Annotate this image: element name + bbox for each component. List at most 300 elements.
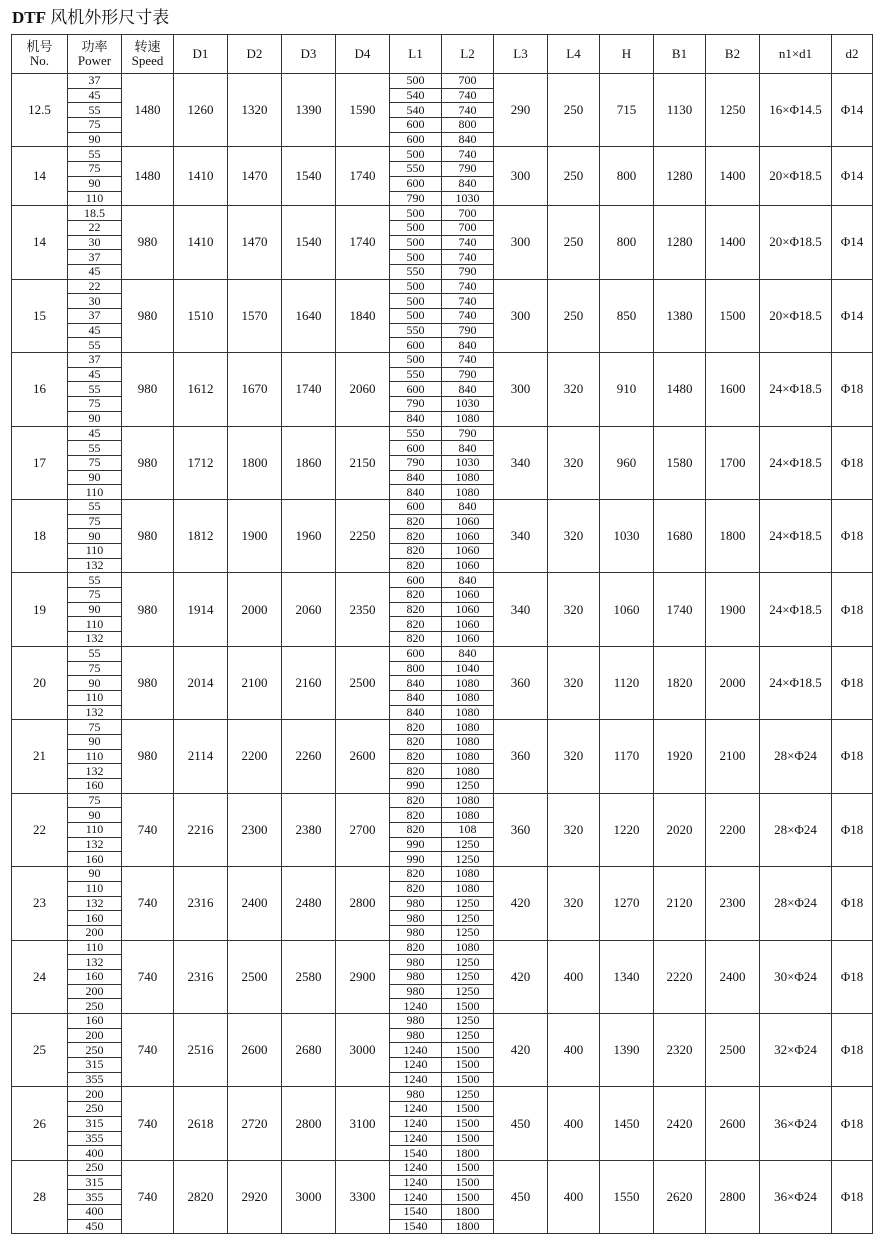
b1-cell: 2320 [654, 1014, 706, 1087]
l2-cell: 1250 [442, 896, 494, 911]
d4-cell: 2060 [336, 353, 390, 426]
l3-cell: 420 [494, 1014, 548, 1087]
b2-cell: 2000 [706, 646, 760, 719]
l1-cell: 820 [390, 514, 442, 529]
l2-cell: 1500 [442, 1116, 494, 1131]
l2-cell: 1250 [442, 1087, 494, 1102]
n1-d1-cell: 24×Φ18.5 [760, 573, 832, 646]
power-cell: 90 [68, 176, 122, 191]
power-cell: 355 [68, 1072, 122, 1087]
power-cell: 110 [68, 881, 122, 896]
l1-cell: 990 [390, 852, 442, 867]
column-header [706, 35, 760, 74]
b1-cell: 1680 [654, 499, 706, 572]
d4-cell: 2150 [336, 426, 390, 499]
l2-cell: 1080 [442, 734, 494, 749]
l1-cell: 820 [390, 749, 442, 764]
l2-cell: 1030 [442, 191, 494, 206]
l1-cell: 550 [390, 162, 442, 177]
b1-cell: 1280 [654, 147, 706, 206]
l2-cell: 1060 [442, 602, 494, 617]
column-header [654, 35, 706, 74]
l1-cell: 840 [390, 676, 442, 691]
l1-cell: 980 [390, 911, 442, 926]
l3-cell: 300 [494, 353, 548, 426]
h-cell: 1220 [600, 793, 654, 866]
l2-cell: 840 [442, 441, 494, 456]
l2-cell: 1500 [442, 1072, 494, 1087]
b1-cell: 2120 [654, 867, 706, 940]
l2-cell: 1500 [442, 999, 494, 1014]
b1-cell: 2420 [654, 1087, 706, 1160]
d4-cell: 2500 [336, 646, 390, 719]
l2-cell: 1080 [442, 749, 494, 764]
b2-cell: 2100 [706, 720, 760, 793]
d2-cell: 2100 [228, 646, 282, 719]
l1-cell: 540 [390, 88, 442, 103]
d1-cell: 2316 [174, 940, 228, 1013]
l1-cell: 840 [390, 470, 442, 485]
table-row [12, 206, 873, 221]
l2-cell: 1080 [442, 470, 494, 485]
d2-hole-cell: Φ18 [832, 1014, 873, 1087]
power-cell: 160 [68, 911, 122, 926]
model-number-cell: 22 [12, 793, 68, 866]
power-cell: 90 [68, 676, 122, 691]
l1-cell: 820 [390, 793, 442, 808]
power-cell: 37 [68, 74, 122, 89]
l1-cell: 500 [390, 74, 442, 89]
l2-cell: 1080 [442, 690, 494, 705]
d2-hole-cell: Φ18 [832, 867, 873, 940]
l3-cell: 420 [494, 940, 548, 1013]
column-header [174, 35, 228, 74]
speed-cell: 980 [122, 353, 174, 426]
d3-cell: 2680 [282, 1014, 336, 1087]
model-number-cell: 26 [12, 1087, 68, 1160]
page-title-model: DTF [12, 8, 46, 27]
d1-cell: 2216 [174, 793, 228, 866]
d1-cell: 1712 [174, 426, 228, 499]
l2-cell: 840 [442, 499, 494, 514]
l4-cell: 320 [548, 426, 600, 499]
column-header [390, 35, 442, 74]
l2-cell: 1250 [442, 837, 494, 852]
d4-cell: 2350 [336, 573, 390, 646]
speed-cell: 1480 [122, 147, 174, 206]
l1-cell: 500 [390, 294, 442, 309]
n1-d1-cell: 24×Φ18.5 [760, 499, 832, 572]
model-number-cell: 21 [12, 720, 68, 793]
l3-cell: 340 [494, 573, 548, 646]
l4-cell: 400 [548, 1087, 600, 1160]
d2-hole-cell: Φ18 [832, 646, 873, 719]
table-row [12, 74, 873, 89]
d4-cell: 3300 [336, 1160, 390, 1233]
column-header-sublabel: Power [77, 53, 112, 68]
d1-cell: 2014 [174, 646, 228, 719]
d3-cell: 2380 [282, 793, 336, 866]
l2-cell: 790 [442, 264, 494, 279]
l3-cell: 360 [494, 793, 548, 866]
l2-cell: 1060 [442, 588, 494, 603]
h-cell: 1390 [600, 1014, 654, 1087]
l2-cell: 740 [442, 88, 494, 103]
power-cell: 132 [68, 955, 122, 970]
l1-cell: 820 [390, 823, 442, 838]
l1-cell: 980 [390, 896, 442, 911]
b2-cell: 2400 [706, 940, 760, 1013]
power-cell: 110 [68, 823, 122, 838]
l2-cell: 740 [442, 147, 494, 162]
table-row [12, 646, 873, 661]
d2-cell: 1900 [228, 499, 282, 572]
l2-cell: 1250 [442, 1014, 494, 1029]
l2-cell: 108 [442, 823, 494, 838]
table-row [12, 940, 873, 955]
d2-hole-cell: Φ18 [832, 573, 873, 646]
l2-cell: 790 [442, 426, 494, 441]
l1-cell: 980 [390, 969, 442, 984]
d1-cell: 2516 [174, 1014, 228, 1087]
h-cell: 910 [600, 353, 654, 426]
d2-hole-cell: Φ18 [832, 720, 873, 793]
column-header [228, 35, 282, 74]
l1-cell: 820 [390, 602, 442, 617]
power-cell: 355 [68, 1131, 122, 1146]
l1-cell: 820 [390, 764, 442, 779]
table-row [12, 720, 873, 735]
l4-cell: 320 [548, 646, 600, 719]
power-cell: 110 [68, 191, 122, 206]
l2-cell: 1080 [442, 676, 494, 691]
l1-cell: 800 [390, 661, 442, 676]
model-number-cell: 23 [12, 867, 68, 940]
speed-cell: 980 [122, 720, 174, 793]
d4-cell: 1590 [336, 74, 390, 147]
power-cell: 160 [68, 852, 122, 867]
h-cell: 1170 [600, 720, 654, 793]
l2-cell: 700 [442, 74, 494, 89]
model-number-cell: 24 [12, 940, 68, 1013]
l1-cell: 600 [390, 338, 442, 353]
l1-cell: 500 [390, 250, 442, 265]
column-header-label: L2 [460, 46, 475, 61]
l4-cell: 400 [548, 1014, 600, 1087]
l2-cell: 1040 [442, 661, 494, 676]
l2-cell: 1500 [442, 1175, 494, 1190]
power-cell: 315 [68, 1116, 122, 1131]
l1-cell: 980 [390, 984, 442, 999]
power-cell: 200 [68, 984, 122, 999]
column-header-label: B1 [671, 46, 688, 61]
power-cell: 315 [68, 1175, 122, 1190]
l2-cell: 1080 [442, 793, 494, 808]
l1-cell: 990 [390, 779, 442, 794]
l3-cell: 340 [494, 499, 548, 572]
column-header [494, 35, 548, 74]
l2-cell: 740 [442, 103, 494, 118]
l2-cell: 1080 [442, 720, 494, 735]
l4-cell: 320 [548, 867, 600, 940]
model-number-cell: 20 [12, 646, 68, 719]
l3-cell: 290 [494, 74, 548, 147]
l2-cell: 1060 [442, 617, 494, 632]
d4-cell: 2800 [336, 867, 390, 940]
l1-cell: 820 [390, 544, 442, 559]
l1-cell: 600 [390, 382, 442, 397]
l4-cell: 320 [548, 573, 600, 646]
column-header [442, 35, 494, 74]
l2-cell: 1500 [442, 1058, 494, 1073]
l1-cell: 840 [390, 705, 442, 720]
d2-cell: 1570 [228, 279, 282, 352]
l1-cell: 1240 [390, 1131, 442, 1146]
power-cell: 400 [68, 1204, 122, 1219]
column-header-label: 转速 [134, 39, 161, 54]
l2-cell: 740 [442, 250, 494, 265]
power-cell: 132 [68, 705, 122, 720]
l1-cell: 600 [390, 573, 442, 588]
l1-cell: 820 [390, 617, 442, 632]
power-cell: 90 [68, 867, 122, 882]
table-row [12, 1087, 873, 1102]
l2-cell: 1250 [442, 779, 494, 794]
column-header-label: B2 [724, 46, 741, 61]
power-cell: 55 [68, 646, 122, 661]
l1-cell: 980 [390, 925, 442, 940]
d2-cell: 2600 [228, 1014, 282, 1087]
power-cell: 250 [68, 999, 122, 1014]
d3-cell: 1540 [282, 206, 336, 279]
b1-cell: 1920 [654, 720, 706, 793]
column-header [122, 35, 174, 74]
h-cell: 960 [600, 426, 654, 499]
l3-cell: 360 [494, 646, 548, 719]
l1-cell: 1240 [390, 1072, 442, 1087]
d3-cell: 2580 [282, 940, 336, 1013]
power-cell: 90 [68, 411, 122, 426]
l2-cell: 1060 [442, 558, 494, 573]
power-cell: 75 [68, 661, 122, 676]
l2-cell: 1080 [442, 705, 494, 720]
d2-cell: 1800 [228, 426, 282, 499]
l1-cell: 540 [390, 103, 442, 118]
l2-cell: 840 [442, 132, 494, 147]
column-header-label: 功率 [81, 39, 108, 54]
l2-cell: 700 [442, 220, 494, 235]
l2-cell: 1060 [442, 544, 494, 559]
b2-cell: 1500 [706, 279, 760, 352]
b1-cell: 1130 [654, 74, 706, 147]
d1-cell: 2114 [174, 720, 228, 793]
power-cell: 55 [68, 573, 122, 588]
model-number-cell: 25 [12, 1014, 68, 1087]
l1-cell: 820 [390, 881, 442, 896]
l2-cell: 1250 [442, 984, 494, 999]
l1-cell: 990 [390, 837, 442, 852]
power-cell: 75 [68, 118, 122, 133]
l1-cell: 600 [390, 646, 442, 661]
l4-cell: 250 [548, 206, 600, 279]
l2-cell: 1500 [442, 1043, 494, 1058]
l1-cell: 1240 [390, 1175, 442, 1190]
l1-cell: 1240 [390, 999, 442, 1014]
l1-cell: 980 [390, 1028, 442, 1043]
h-cell: 1060 [600, 573, 654, 646]
b1-cell: 2220 [654, 940, 706, 1013]
power-cell: 18.5 [68, 206, 122, 221]
d2-cell: 2500 [228, 940, 282, 1013]
column-header-label: L4 [566, 46, 581, 61]
h-cell: 1340 [600, 940, 654, 1013]
power-cell: 200 [68, 1087, 122, 1102]
b2-cell: 1700 [706, 426, 760, 499]
n1-d1-cell: 36×Φ24 [760, 1160, 832, 1233]
d1-cell: 1510 [174, 279, 228, 352]
l2-cell: 790 [442, 323, 494, 338]
speed-cell: 740 [122, 1014, 174, 1087]
speed-cell: 1480 [122, 74, 174, 147]
n1-d1-cell: 28×Φ24 [760, 793, 832, 866]
b2-cell: 2600 [706, 1087, 760, 1160]
l1-cell: 500 [390, 353, 442, 368]
l1-cell: 550 [390, 367, 442, 382]
b2-cell: 1600 [706, 353, 760, 426]
l2-cell: 790 [442, 162, 494, 177]
l3-cell: 300 [494, 279, 548, 352]
speed-cell: 980 [122, 206, 174, 279]
speed-cell: 740 [122, 1160, 174, 1233]
table-body [12, 74, 873, 1234]
power-cell: 110 [68, 690, 122, 705]
b2-cell: 1900 [706, 573, 760, 646]
power-cell: 30 [68, 294, 122, 309]
l1-cell: 600 [390, 441, 442, 456]
power-cell: 55 [68, 382, 122, 397]
l1-cell: 820 [390, 558, 442, 573]
b2-cell: 1400 [706, 147, 760, 206]
d2-cell: 2200 [228, 720, 282, 793]
l4-cell: 400 [548, 940, 600, 1013]
d3-cell: 2480 [282, 867, 336, 940]
model-number-cell: 12.5 [12, 74, 68, 147]
power-cell: 200 [68, 1028, 122, 1043]
power-cell: 45 [68, 264, 122, 279]
l2-cell: 1800 [442, 1146, 494, 1161]
table-row [12, 867, 873, 882]
l2-cell: 1080 [442, 808, 494, 823]
column-header [832, 35, 873, 74]
d2-hole-cell: Φ14 [832, 74, 873, 147]
l1-cell: 1240 [390, 1058, 442, 1073]
power-cell: 90 [68, 470, 122, 485]
l3-cell: 300 [494, 147, 548, 206]
l1-cell: 980 [390, 955, 442, 970]
power-cell: 160 [68, 779, 122, 794]
power-cell: 45 [68, 323, 122, 338]
l1-cell: 600 [390, 176, 442, 191]
l3-cell: 340 [494, 426, 548, 499]
d1-cell: 1914 [174, 573, 228, 646]
table-row [12, 1160, 873, 1175]
table-row [12, 353, 873, 368]
l2-cell: 1080 [442, 485, 494, 500]
table-row [12, 499, 873, 514]
model-number-cell: 15 [12, 279, 68, 352]
power-cell: 315 [68, 1058, 122, 1073]
h-cell: 800 [600, 147, 654, 206]
power-cell: 90 [68, 602, 122, 617]
l4-cell: 320 [548, 499, 600, 572]
n1-d1-cell: 36×Φ24 [760, 1087, 832, 1160]
power-cell: 90 [68, 529, 122, 544]
n1-d1-cell: 32×Φ24 [760, 1014, 832, 1087]
power-cell: 90 [68, 808, 122, 823]
l2-cell: 700 [442, 206, 494, 221]
power-cell: 45 [68, 88, 122, 103]
l2-cell: 1500 [442, 1102, 494, 1117]
b2-cell: 1400 [706, 206, 760, 279]
power-cell: 30 [68, 235, 122, 250]
b1-cell: 2620 [654, 1160, 706, 1233]
power-cell: 45 [68, 426, 122, 441]
l1-cell: 820 [390, 808, 442, 823]
l1-cell: 790 [390, 397, 442, 412]
d1-cell: 2316 [174, 867, 228, 940]
l4-cell: 320 [548, 353, 600, 426]
b1-cell: 1380 [654, 279, 706, 352]
speed-cell: 980 [122, 499, 174, 572]
d2-hole-cell: Φ18 [832, 940, 873, 1013]
l2-cell: 740 [442, 235, 494, 250]
power-cell: 75 [68, 455, 122, 470]
l1-cell: 1540 [390, 1204, 442, 1219]
power-cell: 75 [68, 397, 122, 412]
d3-cell: 1960 [282, 499, 336, 572]
d2-hole-cell: Φ14 [832, 279, 873, 352]
d4-cell: 2600 [336, 720, 390, 793]
l2-cell: 1500 [442, 1190, 494, 1205]
power-cell: 90 [68, 734, 122, 749]
column-header [68, 35, 122, 74]
l1-cell: 500 [390, 279, 442, 294]
h-cell: 1030 [600, 499, 654, 572]
power-cell: 37 [68, 309, 122, 324]
d2-cell: 2920 [228, 1160, 282, 1233]
d1-cell: 1260 [174, 74, 228, 147]
l1-cell: 840 [390, 411, 442, 426]
l1-cell: 790 [390, 455, 442, 470]
b1-cell: 1740 [654, 573, 706, 646]
l2-cell: 1060 [442, 529, 494, 544]
power-cell: 132 [68, 896, 122, 911]
d2-hole-cell: Φ14 [832, 147, 873, 206]
l2-cell: 740 [442, 309, 494, 324]
l1-cell: 500 [390, 220, 442, 235]
d4-cell: 2250 [336, 499, 390, 572]
l1-cell: 500 [390, 309, 442, 324]
power-cell: 132 [68, 558, 122, 573]
b2-cell: 2500 [706, 1014, 760, 1087]
d2-hole-cell: Φ18 [832, 426, 873, 499]
n1-d1-cell: 24×Φ18.5 [760, 353, 832, 426]
column-header-label: H [621, 46, 632, 61]
l2-cell: 1060 [442, 514, 494, 529]
model-number-cell: 17 [12, 426, 68, 499]
d2-cell: 2720 [228, 1087, 282, 1160]
l2-cell: 1250 [442, 955, 494, 970]
